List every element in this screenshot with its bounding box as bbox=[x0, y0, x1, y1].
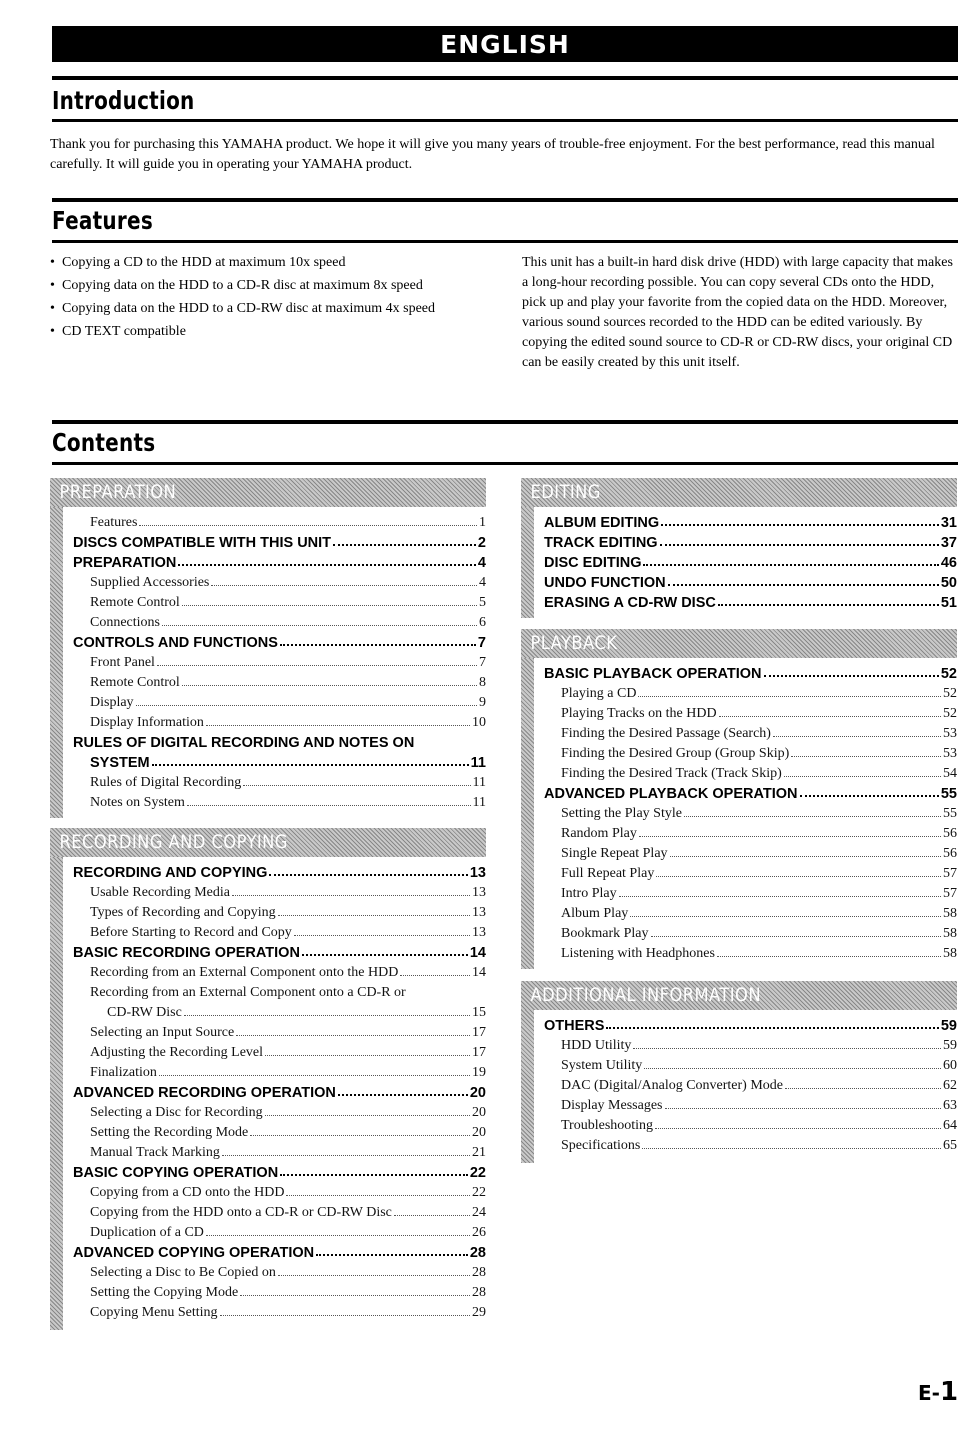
divider bbox=[52, 462, 958, 465]
toc-entry-page: 37 bbox=[940, 535, 957, 551]
dot-leader bbox=[280, 643, 476, 646]
toc-entry bbox=[544, 942, 957, 962]
toc-entry bbox=[544, 702, 957, 722]
toc-entry-title: SYSTEM bbox=[90, 755, 150, 771]
toc-entry-page: 8 bbox=[479, 675, 486, 690]
introduction-text: Thank you for purchasing this YAMAHA product. We hope it will give you many years of trouble-free enjoyment. For the best performance, read this manual carefully. It will guide you in operating your YAMAHA product. bbox=[50, 137, 935, 172]
toc-entry-page: 28 bbox=[472, 1285, 486, 1300]
toc-entry bbox=[544, 762, 957, 782]
dot-leader bbox=[665, 1107, 942, 1109]
dot-leader bbox=[182, 604, 477, 606]
toc-entry bbox=[73, 1041, 486, 1061]
toc-entry-page: 64 bbox=[943, 1118, 957, 1133]
toc-entry-title: Rules of Digital Recording bbox=[90, 775, 242, 790]
toc-entry bbox=[73, 711, 486, 731]
toc-entry bbox=[544, 1054, 957, 1074]
toc-entry-title: Display Messages bbox=[561, 1098, 663, 1113]
toc-entry-title: ALBUM EDITING bbox=[544, 515, 660, 531]
toc-entry bbox=[73, 981, 486, 1001]
dot-leader bbox=[333, 543, 476, 546]
toc-entry-title: Specifications bbox=[561, 1138, 641, 1153]
toc-entry-title: Notes on System bbox=[90, 795, 185, 810]
dot-leader bbox=[394, 1214, 470, 1216]
toc-entry bbox=[544, 922, 957, 942]
toc-entry bbox=[544, 1114, 957, 1134]
dot-leader bbox=[619, 895, 941, 897]
dot-leader bbox=[302, 953, 468, 956]
dot-leader bbox=[718, 603, 939, 606]
dot-leader bbox=[784, 775, 941, 777]
toc-entry bbox=[544, 1034, 957, 1054]
toc-entry-title: Selecting a Disc for Recording bbox=[90, 1105, 263, 1120]
toc-entry-page: 31 bbox=[940, 515, 957, 531]
toc-entry-page: 56 bbox=[943, 826, 957, 841]
toc-entry bbox=[544, 842, 957, 862]
toc-entry-title: BASIC COPYING OPERATION bbox=[73, 1165, 279, 1181]
toc-entry bbox=[73, 1261, 486, 1281]
section-side-bar bbox=[50, 857, 63, 1330]
toc-entry-title: Full Repeat Play bbox=[561, 866, 655, 881]
toc-entry-page: 59 bbox=[943, 1038, 957, 1053]
toc-entries bbox=[544, 1014, 957, 1154]
dot-leader bbox=[159, 1074, 470, 1076]
dot-leader bbox=[152, 763, 469, 766]
toc-entry bbox=[544, 1134, 957, 1154]
toc-entry bbox=[73, 1021, 486, 1041]
toc-entry-page: 50 bbox=[940, 575, 957, 591]
dot-leader bbox=[220, 1314, 470, 1316]
toc-entry-title: DISCS COMPATIBLE WITH THIS UNIT bbox=[73, 535, 332, 551]
toc-entry-title: Finalization bbox=[90, 1065, 157, 1080]
dot-leader bbox=[280, 1173, 468, 1176]
features-title: Features bbox=[52, 206, 153, 235]
toc-entry-page: 9 bbox=[479, 695, 486, 710]
dot-leader bbox=[187, 804, 471, 806]
toc-entry-page: 57 bbox=[943, 886, 957, 901]
toc-entry-title: Connections bbox=[90, 615, 160, 630]
toc-entry bbox=[73, 1101, 486, 1121]
section-heading: ADDITIONAL INFORMATION bbox=[521, 981, 957, 1010]
divider bbox=[52, 76, 958, 80]
dot-leader bbox=[286, 1194, 470, 1196]
dot-leader bbox=[684, 815, 941, 817]
dot-leader bbox=[250, 1134, 470, 1136]
toc-entry-page: 15 bbox=[472, 1005, 486, 1020]
toc-entry bbox=[73, 1181, 486, 1201]
toc-entry bbox=[73, 1301, 486, 1321]
page-number: E-1 bbox=[918, 1377, 959, 1407]
toc-entry bbox=[73, 1001, 486, 1021]
divider bbox=[52, 198, 958, 202]
toc-entry-page: 13 bbox=[469, 865, 486, 881]
dot-leader bbox=[240, 1294, 470, 1296]
toc-entry-title: BASIC PLAYBACK OPERATION bbox=[544, 666, 762, 682]
toc-entry-title: RULES OF DIGITAL RECORDING AND NOTES ON bbox=[73, 735, 415, 751]
toc-entry bbox=[73, 791, 486, 811]
section-side-bar bbox=[521, 1010, 534, 1163]
toc-entry-page: 6 bbox=[479, 615, 486, 630]
toc-entry bbox=[73, 961, 486, 981]
toc-entry-page: 20 bbox=[472, 1125, 486, 1140]
dot-leader bbox=[265, 1054, 470, 1056]
toc-entry-title: Selecting an Input Source bbox=[90, 1025, 235, 1040]
dot-leader bbox=[639, 835, 941, 837]
divider bbox=[52, 420, 958, 424]
toc-entry-page: 4 bbox=[479, 575, 486, 590]
dot-leader bbox=[236, 1034, 470, 1036]
toc-entry bbox=[73, 591, 486, 611]
toc-entry-page: 59 bbox=[940, 1018, 957, 1034]
toc-entry-page: 11 bbox=[472, 775, 486, 790]
toc-entry bbox=[544, 551, 957, 571]
toc-entry bbox=[544, 1094, 957, 1114]
toc-entry-page: 53 bbox=[943, 746, 957, 761]
dot-leader bbox=[670, 855, 941, 857]
toc-entry-title: BASIC RECORDING OPERATION bbox=[73, 945, 300, 961]
toc-entry-title: Adjusting the Recording Level bbox=[90, 1045, 264, 1060]
toc-entry-page: 7 bbox=[479, 655, 486, 670]
dot-leader bbox=[785, 1087, 941, 1089]
toc-entry-page: 51 bbox=[940, 595, 957, 611]
dot-leader bbox=[265, 1114, 470, 1116]
toc-entry bbox=[73, 861, 486, 881]
dot-leader bbox=[764, 674, 939, 677]
toc-entry-page: 60 bbox=[943, 1058, 957, 1073]
toc-entry-page: 52 bbox=[943, 686, 957, 701]
toc-entry-page: 55 bbox=[940, 786, 957, 802]
list-item: • Copying data on the HDD to a CD-R disc at maximum 8x speed bbox=[50, 276, 486, 296]
toc-section-editing bbox=[521, 478, 957, 618]
toc-entry bbox=[73, 571, 486, 591]
toc-entry bbox=[544, 882, 957, 902]
toc-entry bbox=[73, 1061, 486, 1081]
toc-entry-title: Supplied Accessories bbox=[90, 575, 210, 590]
toc-entry bbox=[73, 1161, 486, 1181]
dot-leader bbox=[278, 914, 470, 916]
dot-leader bbox=[661, 523, 939, 526]
toc-entry bbox=[544, 742, 957, 762]
toc-entry bbox=[544, 822, 957, 842]
dot-leader bbox=[400, 974, 470, 976]
toc-entry-title: Display Information bbox=[90, 715, 204, 730]
dot-leader bbox=[668, 583, 939, 586]
toc-section-preparation bbox=[50, 478, 486, 818]
toc-entry-title: Finding the Desired Group (Group Skip) bbox=[561, 746, 790, 761]
toc-entry-page: 19 bbox=[472, 1065, 486, 1080]
toc-entry-title: Album Play bbox=[561, 906, 629, 921]
section-side-bar bbox=[521, 658, 534, 969]
toc-entry bbox=[544, 591, 957, 611]
dot-leader bbox=[206, 724, 470, 726]
toc-entry-title: Bookmark Play bbox=[561, 926, 649, 941]
dot-leader bbox=[316, 1253, 468, 1256]
toc-entry-title: Listening with Headphones bbox=[561, 946, 715, 961]
list-item: • CD TEXT compatible bbox=[50, 322, 486, 342]
toc-entry bbox=[73, 1121, 486, 1141]
toc-entry-title: Finding the Desired Passage (Search) bbox=[561, 726, 771, 741]
introduction-title: Introduction bbox=[52, 86, 195, 115]
dot-leader bbox=[243, 784, 470, 786]
toc-entry-title: Usable Recording Media bbox=[90, 885, 230, 900]
divider bbox=[52, 119, 958, 122]
toc-entry bbox=[73, 1141, 486, 1161]
toc-entry-title: Copying from the HDD onto a CD-R or CD-RW Disc bbox=[90, 1205, 392, 1220]
toc-entry-page: 2 bbox=[477, 535, 486, 551]
section-heading: PLAYBACK bbox=[521, 629, 957, 658]
contents-title: Contents bbox=[52, 428, 156, 457]
toc-entry-page: 5 bbox=[479, 595, 486, 610]
toc-entry bbox=[544, 722, 957, 742]
toc-entry-page: 62 bbox=[943, 1078, 957, 1093]
toc-entries bbox=[544, 662, 957, 962]
toc-entry-title: Selecting a Disc to Be Copied on bbox=[90, 1265, 276, 1280]
toc-entry-page: 58 bbox=[943, 926, 957, 941]
dot-leader bbox=[162, 624, 477, 626]
toc-entry bbox=[544, 1074, 957, 1094]
dot-leader bbox=[211, 584, 477, 586]
toc-entry-page: 21 bbox=[472, 1145, 486, 1160]
divider bbox=[52, 240, 958, 243]
dot-leader bbox=[633, 1047, 941, 1049]
toc-entry-title: Remote Control bbox=[90, 595, 180, 610]
toc-entry bbox=[73, 551, 486, 571]
dot-leader bbox=[638, 695, 941, 697]
toc-entry-page: 24 bbox=[472, 1205, 486, 1220]
toc-entry-title: OTHERS bbox=[544, 1018, 605, 1034]
toc-entry bbox=[73, 901, 486, 921]
dot-leader bbox=[656, 875, 941, 877]
features-list bbox=[50, 253, 486, 345]
toc-entry-title: System Utility bbox=[561, 1058, 643, 1073]
toc-entry-page: 29 bbox=[472, 1305, 486, 1320]
toc-entry bbox=[73, 771, 486, 791]
dot-leader bbox=[178, 563, 476, 566]
list-item: • Copying data on the HDD to a CD-RW disc at maximum 4x speed bbox=[50, 299, 486, 319]
toc-entry-title: Types of Recording and Copying bbox=[90, 905, 276, 920]
section-heading: EDITING bbox=[521, 478, 957, 507]
toc-entry-page: 14 bbox=[472, 965, 486, 980]
toc-entry bbox=[544, 511, 957, 531]
toc-entry bbox=[544, 662, 957, 682]
toc-entry-title: Remote Control bbox=[90, 675, 180, 690]
toc-entry-page: 11 bbox=[470, 755, 486, 771]
toc-entry-title: PREPARATION bbox=[73, 555, 177, 571]
toc-entry-page: 22 bbox=[469, 1165, 486, 1181]
section-heading: PREPARATION bbox=[50, 478, 486, 507]
toc-entry bbox=[73, 751, 486, 771]
toc-entry bbox=[544, 902, 957, 922]
toc-entry-title: HDD Utility bbox=[561, 1038, 632, 1053]
toc-entry-title: Setting the Play Style bbox=[561, 806, 682, 821]
dot-leader bbox=[338, 1093, 468, 1096]
toc-entry bbox=[73, 671, 486, 691]
dot-leader bbox=[278, 1274, 470, 1276]
dot-leader bbox=[157, 664, 477, 666]
toc-entry-page: 11 bbox=[472, 795, 486, 810]
toc-entry bbox=[73, 1081, 486, 1101]
dot-leader bbox=[719, 715, 941, 717]
toc-entry-page: 57 bbox=[943, 866, 957, 881]
dot-leader bbox=[791, 755, 941, 757]
dot-leader bbox=[139, 524, 477, 526]
toc-section-additional-information bbox=[521, 981, 957, 1163]
toc-entry bbox=[544, 531, 957, 551]
toc-entry bbox=[73, 511, 486, 531]
dot-leader bbox=[644, 1067, 941, 1069]
toc-entry-page: 17 bbox=[472, 1045, 486, 1060]
dot-leader bbox=[232, 894, 470, 896]
toc-entry-title: ADVANCED PLAYBACK OPERATION bbox=[544, 786, 798, 802]
toc-entry-page: 10 bbox=[472, 715, 486, 730]
toc-entry-page: 56 bbox=[943, 846, 957, 861]
toc-entry bbox=[73, 1221, 486, 1241]
toc-entry-page: 54 bbox=[943, 766, 957, 781]
toc-entry bbox=[73, 1241, 486, 1261]
toc-entry bbox=[73, 921, 486, 941]
toc-entry-title: Intro Play bbox=[561, 886, 617, 901]
toc-entry-page: 65 bbox=[943, 1138, 957, 1153]
toc-entry-title: Copying Menu Setting bbox=[90, 1305, 218, 1320]
dot-leader bbox=[294, 934, 470, 936]
toc-entry-title: Playing Tracks on the HDD bbox=[561, 706, 717, 721]
toc-entry-title: UNDO FUNCTION bbox=[544, 575, 666, 591]
toc-entry-title: Recording from an External Component onto a CD-R or bbox=[90, 985, 406, 1000]
toc-entry bbox=[73, 1281, 486, 1301]
toc-entry-page: 46 bbox=[940, 555, 957, 571]
dot-leader bbox=[606, 1026, 938, 1029]
toc-entry-page: 17 bbox=[472, 1025, 486, 1040]
toc-entry-page: 52 bbox=[943, 706, 957, 721]
dot-leader bbox=[773, 735, 941, 737]
dot-leader bbox=[136, 704, 477, 706]
section-side-bar bbox=[50, 507, 63, 818]
toc-entry bbox=[73, 651, 486, 671]
toc-entry-title: ADVANCED COPYING OPERATION bbox=[73, 1245, 315, 1261]
language-banner: ENGLISH bbox=[52, 26, 958, 62]
toc-entry-page: 28 bbox=[469, 1245, 486, 1261]
toc-entry-page: 20 bbox=[472, 1105, 486, 1120]
toc-entry bbox=[544, 802, 957, 822]
section-side-bar bbox=[521, 507, 534, 618]
dot-leader bbox=[222, 1154, 470, 1156]
toc-entry-page: 55 bbox=[943, 806, 957, 821]
toc-entry-title: ERASING A CD-RW DISC bbox=[544, 595, 716, 611]
toc-entry-title: Finding the Desired Track (Track Skip) bbox=[561, 766, 782, 781]
toc-entry-title: Manual Track Marking bbox=[90, 1145, 220, 1160]
toc-section-playback bbox=[521, 629, 957, 969]
toc-entry-title: DAC (Digital/Analog Converter) Mode bbox=[561, 1078, 784, 1093]
dot-leader bbox=[630, 915, 941, 917]
toc-entry bbox=[73, 1201, 486, 1221]
toc-entry bbox=[73, 941, 486, 961]
dot-leader bbox=[182, 684, 477, 686]
dot-leader bbox=[269, 873, 467, 876]
toc-entry-title: Single Repeat Play bbox=[561, 846, 668, 861]
toc-entry-page: 13 bbox=[472, 885, 486, 900]
toc-entry-title: Features bbox=[90, 515, 138, 530]
toc-entries bbox=[544, 511, 957, 611]
toc-entry-title: Playing a CD bbox=[561, 686, 637, 701]
toc-entry-page: 28 bbox=[472, 1265, 486, 1280]
dot-leader bbox=[184, 1014, 470, 1016]
toc-entry-page: 20 bbox=[469, 1085, 486, 1101]
toc-entry bbox=[544, 571, 957, 591]
toc-section-recording-and-copying bbox=[50, 828, 486, 1330]
dot-leader bbox=[800, 794, 939, 797]
toc-entry-title: Before Starting to Record and Copy bbox=[90, 925, 292, 940]
toc-entry-page: 26 bbox=[472, 1225, 486, 1240]
toc-entry-title: Setting the Recording Mode bbox=[90, 1125, 249, 1140]
toc-entry-page: 52 bbox=[940, 666, 957, 682]
toc-entries bbox=[73, 861, 486, 1321]
toc-entry-page: 22 bbox=[472, 1185, 486, 1200]
toc-entry-page: 13 bbox=[472, 925, 486, 940]
dot-leader bbox=[643, 563, 938, 566]
toc-entry-title: Front Panel bbox=[90, 655, 155, 670]
toc-entry-page: 7 bbox=[477, 635, 486, 651]
toc-entry-title: ADVANCED RECORDING OPERATION bbox=[73, 1085, 336, 1101]
dot-leader bbox=[206, 1234, 470, 1236]
toc-entry bbox=[544, 1014, 957, 1034]
list-item: • Copying a CD to the HDD at maximum 10x speed bbox=[50, 253, 486, 273]
dot-leader bbox=[655, 1127, 941, 1129]
features-description: This unit has a built-in hard disk drive (HDD) with large capacity that makes a long-hour recording possible. You can copy several CDs onto the HDD, pick up and play your favorite from the copied data on the HDD. Moreover, various sound sources recorded to the HDD can be edited variously. By copying the edited sound source to CD-R or CD-RW discs, your original CD can be easily created by this unit itself. bbox=[522, 255, 953, 370]
toc-entry-title: TRACK EDITING bbox=[544, 535, 658, 551]
toc-entry bbox=[73, 731, 486, 751]
toc-entry bbox=[73, 631, 486, 651]
dot-leader bbox=[660, 543, 939, 546]
toc-entry-page: 14 bbox=[469, 945, 486, 961]
toc-entry-title: Duplication of a CD bbox=[90, 1225, 204, 1240]
toc-entry-title: Recording from an External Component onto the HDD bbox=[90, 965, 399, 980]
toc-entry bbox=[544, 862, 957, 882]
toc-entry-title: Setting the Copying Mode bbox=[90, 1285, 239, 1300]
toc-entry-title: Display bbox=[90, 695, 134, 710]
toc-entry bbox=[544, 682, 957, 702]
toc-entry bbox=[544, 782, 957, 802]
dot-leader bbox=[717, 955, 941, 957]
toc-entry-page: 13 bbox=[472, 905, 486, 920]
toc-entry-page: 1 bbox=[479, 515, 486, 530]
toc-entry bbox=[73, 691, 486, 711]
toc-entry-page: 53 bbox=[943, 726, 957, 741]
toc-entries bbox=[73, 511, 486, 811]
toc-entry-title: Copying from a CD onto the HDD bbox=[90, 1185, 285, 1200]
toc-entry-title: DISC EDITING bbox=[544, 555, 642, 571]
dot-leader bbox=[642, 1147, 941, 1149]
toc-entry-page: 63 bbox=[943, 1098, 957, 1113]
section-heading: RECORDING AND COPYING bbox=[50, 828, 486, 857]
dot-leader bbox=[651, 935, 942, 937]
toc-entry-page: 58 bbox=[943, 906, 957, 921]
toc-entry-title: CD-RW Disc bbox=[107, 1005, 182, 1020]
toc-entry bbox=[73, 611, 486, 631]
toc-entry bbox=[73, 531, 486, 551]
toc-entry bbox=[73, 881, 486, 901]
toc-entry-title: Troubleshooting bbox=[561, 1118, 654, 1133]
toc-entry-title: Random Play bbox=[561, 826, 637, 841]
toc-entry-title: RECORDING AND COPYING bbox=[73, 865, 268, 881]
toc-entry-title: CONTROLS AND FUNCTIONS bbox=[73, 635, 278, 651]
toc-entry-page: 58 bbox=[943, 946, 957, 961]
toc-entry-page: 4 bbox=[477, 555, 486, 571]
